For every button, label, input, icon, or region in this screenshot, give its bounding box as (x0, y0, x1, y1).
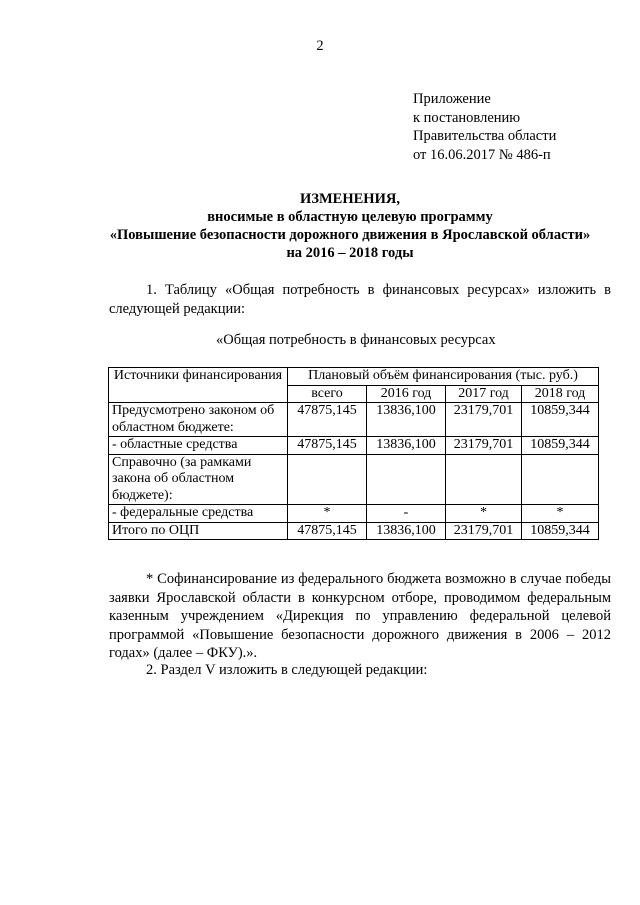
appendix-block (413, 90, 556, 164)
table-row (109, 454, 599, 505)
cell-value (522, 454, 599, 505)
cell-value: 47875,145 (288, 437, 367, 455)
cell-value: 10859,344 (522, 437, 599, 455)
row-label: Итого по ОЦП (109, 522, 288, 540)
cell-value: * (288, 505, 367, 523)
cell-value (367, 454, 446, 505)
cell-value: * (446, 505, 522, 523)
cell-value: * (522, 505, 599, 523)
appendix-line: Правительства области (413, 128, 557, 144)
table-caption: «Общая потребность в финансовых ресурсах (216, 332, 496, 348)
document-title (0, 190, 640, 262)
cell-value: 47875,145 (288, 403, 367, 437)
cell-value: 13836,100 (367, 522, 446, 540)
cell-value: 13836,100 (367, 403, 446, 437)
subheader-2018: 2018 год (522, 385, 599, 403)
header-sources: Источники финансирования (109, 368, 288, 403)
header-planned: Плановый объём финансирования (тыс. руб.) (288, 368, 599, 386)
subheader-2017: 2017 год (446, 385, 522, 403)
cell-value: 23179,701 (446, 437, 522, 455)
appendix-line: от 16.06.2017 № 486-п (413, 146, 551, 163)
subheader-2016: 2016 год (367, 385, 446, 403)
row-label: Справочно (за рамками закона об областном бюджете): (109, 454, 288, 505)
page-number: 2 (316, 38, 324, 54)
table-row (109, 403, 599, 437)
table-row (109, 505, 599, 523)
appendix-line: к постановлению (413, 109, 521, 126)
paragraph-2: * Софинансирование из федерального бюджета возможно в случае победы заявки Ярославской области в конкурсном отборе, проводимом федеральным казенным учреждением «Дирекция по управлению федеральной целевой программой «Повышение безопасности дорожного движения в 2006 – 2012 годах» (далее – ФКУ).». (109, 571, 611, 661)
table-row (109, 522, 599, 540)
title-line: «Повышение безопасности дорожного движения в Ярославской области» (109, 227, 591, 243)
row-label: - областные средства (109, 437, 288, 455)
financing-table (108, 367, 599, 540)
row-label: Предусмотрено законом об областном бюджете: (109, 403, 288, 437)
paragraph-1: 1. Таблицу «Общая потребность в финансовых ресурсах» изложить в следующей редакции: (109, 282, 611, 317)
cell-value (446, 454, 522, 505)
cell-value (288, 454, 367, 505)
table-header-row (109, 368, 599, 386)
paragraph-3: 2. Раздел V изложить в следующей редакции: (146, 662, 428, 678)
subheader-total: всего (288, 385, 367, 403)
appendix-line: Приложение (413, 91, 491, 107)
cell-value: 23179,701 (446, 522, 522, 540)
row-label: - федеральные средства (109, 505, 288, 523)
cell-value: - (367, 505, 446, 523)
cell-value: 23179,701 (446, 403, 522, 437)
cell-value: 13836,100 (367, 437, 446, 455)
table-row (109, 437, 599, 455)
cell-value: 47875,145 (288, 522, 367, 540)
cell-value: 10859,344 (522, 403, 599, 437)
title-line: на 2016 – 2018 годы (286, 245, 414, 261)
cell-value: 10859,344 (522, 522, 599, 540)
title-heading: ИЗМЕНЕНИЯ, (300, 191, 400, 207)
title-line: вносимые в областную целевую программу (207, 209, 493, 225)
